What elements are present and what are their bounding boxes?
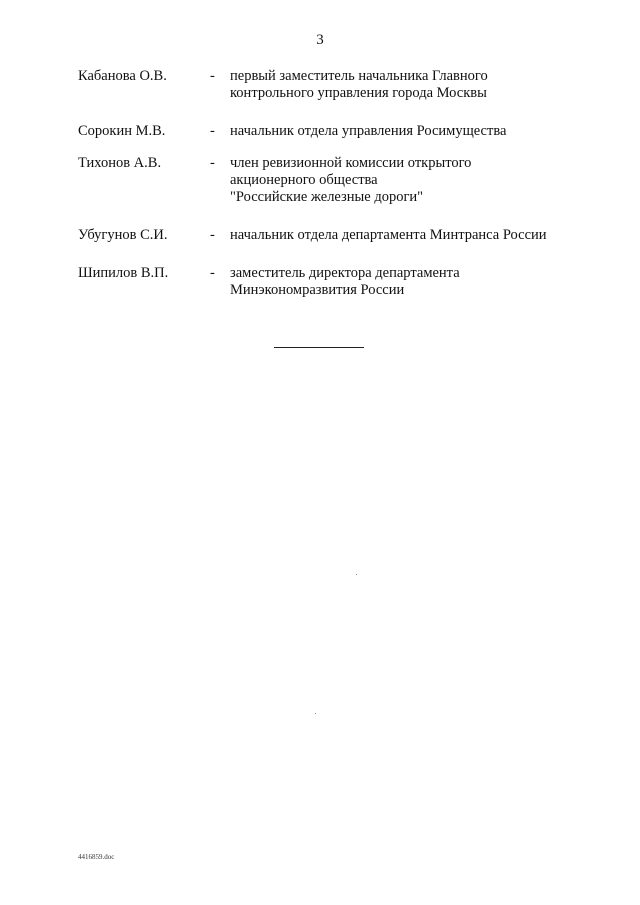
scan-speck	[315, 713, 316, 714]
document-code: 4416859.doc	[78, 853, 115, 861]
member-dash: -	[210, 123, 215, 139]
member-dash: -	[210, 227, 215, 243]
member-role	[230, 227, 598, 244]
member-row	[78, 123, 598, 140]
end-of-list-divider	[274, 347, 364, 348]
member-role-line: контрольного управления города Москвы	[230, 85, 487, 101]
member-role	[230, 68, 598, 102]
member-role-line: Минэкономразвития России	[230, 282, 405, 298]
member-name: Убугунов С.И.	[78, 227, 168, 243]
page-number: 3	[316, 32, 324, 48]
member-row	[78, 265, 598, 299]
member-row	[78, 68, 598, 102]
member-dash: -	[210, 68, 215, 84]
member-dash: -	[210, 155, 215, 171]
member-role-line: заместитель директора департамента	[230, 265, 460, 281]
member-role	[230, 265, 598, 299]
scan-speck	[356, 574, 357, 575]
member-role	[230, 123, 598, 140]
member-name: Сорокин М.В.	[78, 123, 166, 139]
member-role-line: начальник отдела управления Росимущества	[230, 123, 507, 139]
member-role-line: член ревизионной комиссии открытого	[230, 155, 472, 171]
member-list	[78, 68, 598, 299]
member-role-line: начальник отдела департамента Минтранса России	[230, 227, 547, 243]
member-row	[78, 227, 598, 244]
member-name: Тихонов А.В.	[78, 155, 162, 171]
member-row	[78, 155, 598, 206]
member-role-line: акционерного общества	[230, 172, 378, 188]
member-role-line: "Российские железные дороги"	[230, 189, 424, 205]
member-dash: -	[210, 265, 215, 281]
member-role-line: первый заместитель начальника Главного	[230, 68, 488, 84]
member-name: Кабанова О.В.	[78, 68, 167, 84]
member-role	[230, 155, 598, 206]
member-name: Шипилов В.П.	[78, 265, 169, 281]
